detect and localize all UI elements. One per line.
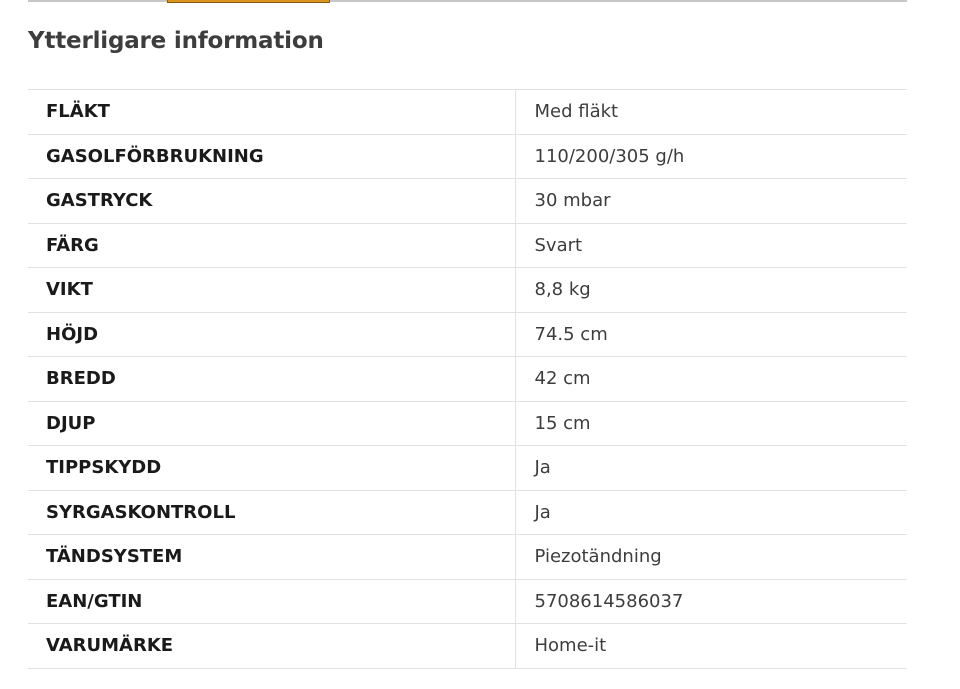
spec-label: VARUMÄRKE	[28, 624, 515, 669]
spec-value: 15 cm	[515, 401, 907, 446]
spec-value: 74.5 cm	[515, 312, 907, 357]
spec-row-tandsystem	[28, 535, 907, 580]
spec-value: Ja	[515, 446, 907, 491]
spec-label: GASOLFÖRBRUKNING	[28, 134, 515, 179]
spec-label: DJUP	[28, 401, 515, 446]
spec-label: FLÄKT	[28, 90, 515, 135]
spec-row-gastryck	[28, 179, 907, 224]
spec-label: TIPPSKYDD	[28, 446, 515, 491]
spec-value: Ja	[515, 490, 907, 535]
spec-row-vikt	[28, 268, 907, 313]
spec-label: EAN/GTIN	[28, 579, 515, 624]
section-title: Ytterligare information	[28, 28, 324, 54]
spec-value: Home-it	[515, 624, 907, 669]
spec-row-bredd	[28, 357, 907, 402]
spec-row-gasolforbrukning	[28, 134, 907, 179]
spec-value: 5708614586037	[515, 579, 907, 624]
spec-value: Svart	[515, 223, 907, 268]
spec-row-varumarke	[28, 624, 907, 669]
spec-row-ean-gtin	[28, 579, 907, 624]
spec-value: 30 mbar	[515, 179, 907, 224]
spec-table	[28, 89, 907, 669]
spec-label: BREDD	[28, 357, 515, 402]
spec-label: TÄNDSYSTEM	[28, 535, 515, 580]
spec-label: VIKT	[28, 268, 515, 313]
spec-value: 110/200/305 g/h	[515, 134, 907, 179]
spec-row-hojd	[28, 312, 907, 357]
tab-strip-divider	[28, 0, 907, 2]
spec-value: 42 cm	[515, 357, 907, 402]
spec-value: 8,8 kg	[515, 268, 907, 313]
spec-value: Med fläkt	[515, 90, 907, 135]
spec-label: GASTRYCK	[28, 179, 515, 224]
spec-label: SYRGASKONTROLL	[28, 490, 515, 535]
spec-row-syrgaskontroll	[28, 490, 907, 535]
spec-value: Piezotändning	[515, 535, 907, 580]
spec-row-flakt	[28, 90, 907, 135]
spec-row-djup	[28, 401, 907, 446]
spec-label: FÄRG	[28, 223, 515, 268]
spec-row-tippskydd	[28, 446, 907, 491]
spec-label: HÖJD	[28, 312, 515, 357]
tab-active-indicator[interactable]	[167, 0, 330, 3]
spec-row-farg	[28, 223, 907, 268]
